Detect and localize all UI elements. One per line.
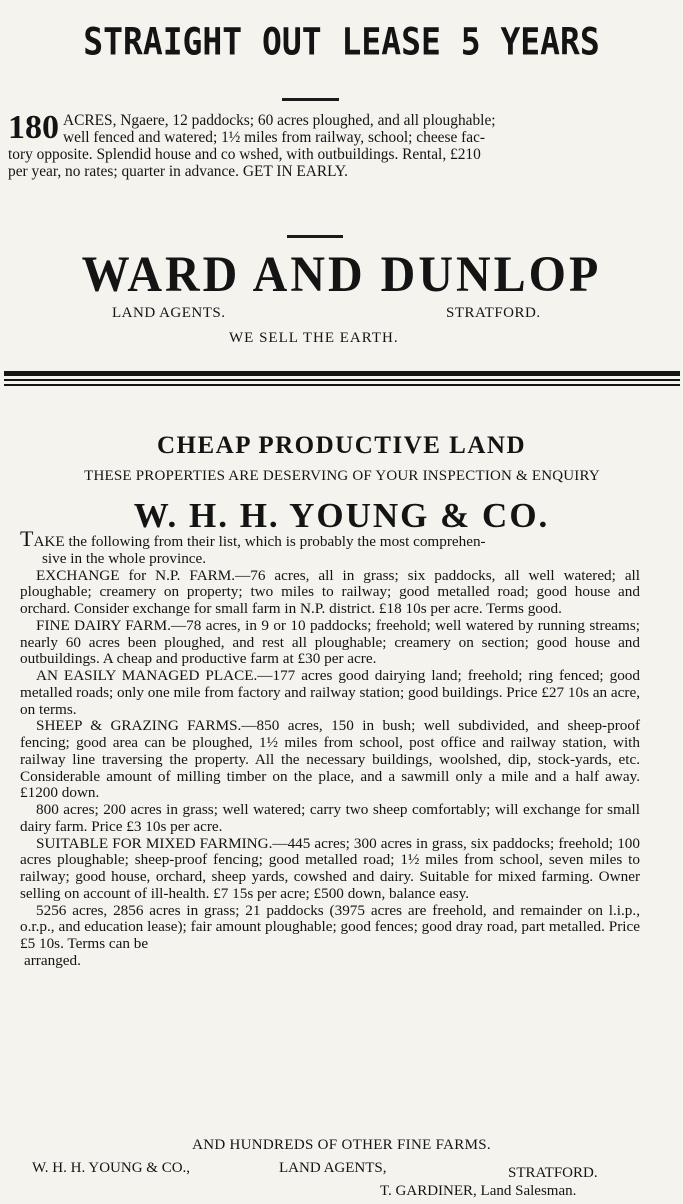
listing-exchange: EXCHANGE for N.P. FARM.—76 acres, all in grass; six paddocks, all well watered; all ploughable; creamery on property; two miles to railway; good metalled road; good house and orchard. Consider exchange for small farm in N.P. district. £18 10s per acre. Terms good. [20, 566, 640, 617]
listing-dairy-farm: FINE DAIRY FARM.—78 acres, in 9 or 10 paddocks; freehold; well watered by running streams; nearly 60 acres been ploughed, and rest all ploughable; creamery on section; good house and outbuildings. A cheap and productive farm at £30 per acre. [20, 616, 640, 668]
lease-line-3: tory opposite. Splendid house and co wshed, with outbuildings. Rental, £210 [8, 146, 481, 163]
thin-divider [4, 384, 680, 386]
footer-town: STRATFORD. [508, 1165, 598, 1181]
listing-sheep-grazing: SHEEP & GRAZING FARMS.—850 acres, 150 in bush; well subdivided, and sheep-proof fencing; good area can be ploughed, 1½ miles from school, post office and railway station, with railway line traversing the property. All the necessary buildings, woolshed, dip, stock-yards, etc. Considerable amount of milling timber on the place, and a sawmill only a mile and a half away. £1200 down. [20, 717, 640, 802]
thick-divider [4, 371, 680, 376]
intro-line-1: AKE the following from their list, which is probably the most comprehen- [33, 533, 486, 550]
listing-5256-acres [20, 903, 640, 970]
divider-rule [282, 98, 339, 101]
listing-easily-managed: AN EASILY MANAGED PLACE.—177 acres good dairying land; freehold; ring fenced; good metalled roads; only one mile from factory and railway station; good buildings. Price £27 10s an acre, on terms. [20, 667, 640, 718]
listing-800-acres: 800 acres; 200 acres in grass; well watered; carry two sheep comfortably; will exchange for small dairy farm. Price £3 10s per acre. [20, 801, 640, 835]
lease-line-4: per year, no rates; quarter in advance. GET IN EARLY. [8, 163, 349, 180]
divider-rule [287, 235, 343, 238]
closing-line: AND HUNDREDS OF OTHER FINE FARMS. [192, 1137, 491, 1153]
listing-5256-text: 5256 acres, 2856 acres in grass; 21 paddocks (3975 acres are freehold, and remainder on l.i.p., o.r.p., and education lease); fair amount ploughable; good fences; good dray road, part metalled. Price £5 10s. Terms can be [20, 901, 640, 952]
lease-line-2: well fenced and watered; 1½ miles from railway, school; cheese fac- [63, 129, 486, 146]
young-listings [20, 526, 640, 970]
footer-firm: W. H. H. YOUNG & CO., [32, 1160, 191, 1176]
ward-dunlop-name: WARD AND DUNLOP [81, 246, 602, 303]
ward-slogan: WE SELL THE EARTH. [229, 330, 399, 346]
acres-number: 180 [8, 109, 59, 146]
ward-town: STRATFORD. [446, 305, 541, 321]
intro-line-2: sive in the whole province. [42, 549, 207, 567]
lease-headline: STRAIGHT OUT LEASE 5 YEARS [83, 19, 600, 64]
properties-subhead: THESE PROPERTIES ARE DESERVING OF YOUR INSPECTION & ENQUIRY [84, 468, 600, 484]
thin-divider [4, 379, 680, 381]
footer-role: LAND AGENTS, [279, 1160, 387, 1176]
listing-5256-end: arranged. [24, 951, 81, 969]
footer-salesman: T. GARDINER, Land Salesman. [380, 1183, 577, 1199]
cheap-land-headline: CHEAP PRODUCTIVE LAND [156, 432, 527, 459]
listing-mixed-farming: SUITABLE FOR MIXED FARMING.—445 acres; 300 acres in grass, six paddocks; freehold; 100 acres ploughable; sheep-proof fencing; good metalled road; 1½ miles from school, seven miles to railway; good house, orchard, sheep yards, cowshed and dairy. Suitable for mixed farming. Owner selling on account of ill-health. £7 15s per acre; £500 down, balance easy. [20, 834, 640, 902]
intro-paragraph [20, 526, 640, 568]
ward-role: LAND AGENTS. [112, 305, 226, 321]
young-firm-name: W. H. H. YOUNG & CO. [133, 496, 550, 535]
drop-cap: T [20, 526, 34, 551]
lease-line-1: ACRES, Ngaere, 12 paddocks; 60 acres ploughed, and all ploughable; [63, 112, 496, 129]
lease-ad-body [8, 109, 670, 180]
